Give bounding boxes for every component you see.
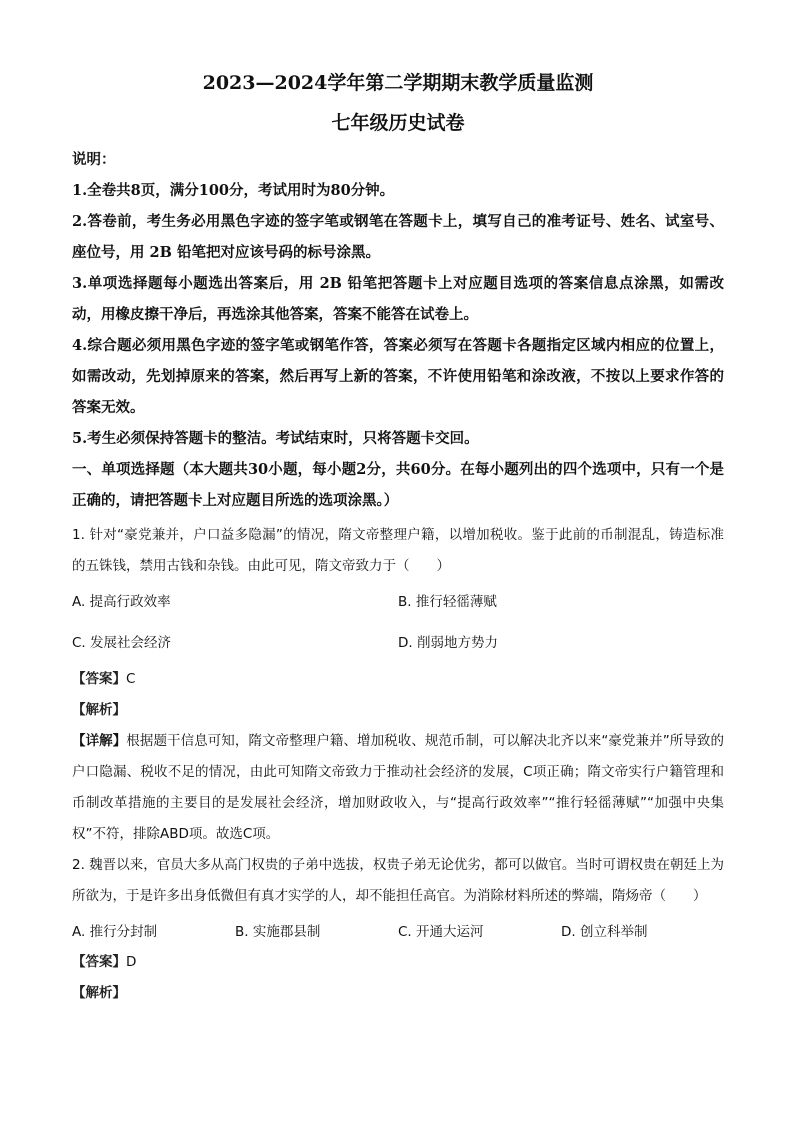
option-a: A. 提高行政效率	[72, 594, 171, 610]
option-c: C. 开通大运河	[398, 924, 484, 940]
answer-label: 【答案】	[72, 671, 126, 687]
exam-page	[72, 70, 724, 1009]
answer-value: D	[126, 954, 137, 970]
options-row	[72, 582, 724, 623]
instruction-item: 1.全卷共8页，满分100分，考试用时为80分钟。	[72, 182, 395, 199]
question-1	[72, 520, 724, 850]
option-d: D. 创立科举制	[561, 924, 648, 940]
question-stem: 1. 针对“豪党兼并，户口益多隐漏”的情况，隋文帝整理户籍，以增加税收。鉴于此前的币制混乱，铸造标准的五铢钱，禁用古钱和杂钱。由此可见，隋文帝致力于（ ）	[72, 527, 724, 574]
detail-label: 【详解】	[72, 733, 127, 749]
question-2	[72, 850, 724, 1009]
exam-subtitle: 七年级历史试卷	[331, 112, 465, 134]
detail-text: 根据题干信息可知，隋文帝整理户籍、增加税收、规范币制，可以解决北齐以来“豪党兼并”所导致的户口隐漏、税收不足的情况，由此可知隋文帝致力于推动社会经济的发展，C项正确；隋文帝实行户籍管理和币制改革措施的主要目的是发展社会经济，增加财政收入，与“提高行政效率”“推行轻徭薄赋”“加强中央集权”不符，排除ABD项。故选C项。	[72, 733, 724, 842]
section-heading: 一、单项选择题（本大题共30小题，每小题2分，共60分。在每小题列出的四个选项中，只有一个是正确的，请把答题卡上对应题目所选的选项涂黑。）	[72, 461, 724, 509]
exam-title: 2023—2024学年第二学期期末教学质量监测	[202, 72, 594, 94]
answer-label: 【答案】	[72, 954, 126, 970]
option-a: A. 推行分封制	[72, 924, 158, 940]
options-row	[72, 912, 724, 953]
instruction-item: 4.综合题必须用黑色字迹的签字笔或钢笔作答，答案必须写在答题卡各题指定区域内相应的位置上，如需改动，先划掉原来的答案，然后再写上新的答案，不许使用铅笔和涂改液，不按以上要求作答的答案无效。	[72, 337, 724, 416]
instructions-heading: 说明：	[72, 151, 116, 168]
options-row	[72, 623, 724, 664]
option-d: D. 削弱地方势力	[398, 635, 498, 651]
question-stem: 2. 魏晋以来，官员大多从高门权贵的子弟中选拔，权贵子弟无论优劣，都可以做官。当时可谓权贵在朝廷上为所欲为，于是许多出身低微但有真才实学的人，却不能担任高官。为消除材料所述的弊端，隋炀帝（ ）	[72, 857, 724, 904]
option-b: B. 实施郡县制	[235, 924, 321, 940]
analysis-label: 【解析】	[72, 985, 126, 1001]
answer-value: C	[126, 671, 136, 687]
detail-paragraph	[72, 726, 724, 850]
analysis-line	[72, 695, 724, 726]
answer-line	[72, 664, 724, 695]
analysis-line	[72, 978, 724, 1009]
instructions	[72, 144, 724, 454]
option-c: C. 发展社会经济	[72, 635, 172, 651]
instruction-item: 2.答卷前，考生务必用黑色字迹的签字笔或钢笔在答题卡上，填写自己的准考证号、姓名、试室号、座位号，用 2B 铅笔把对应该号码的标号涂黑。	[72, 213, 724, 261]
analysis-label: 【解析】	[72, 702, 126, 718]
instruction-item: 3.单项选择题每小题选出答案后，用 2B 铅笔把答题卡上对应题目选项的答案信息点涂黑，如需改动，用橡皮擦干净后，再选涂其他答案，答案不能答在试卷上。	[72, 275, 724, 323]
instruction-item: 5.考生必须保持答题卡的整洁。考试结束时，只将答题卡交回。	[72, 430, 479, 447]
option-b: B. 推行轻徭薄赋	[398, 594, 497, 610]
